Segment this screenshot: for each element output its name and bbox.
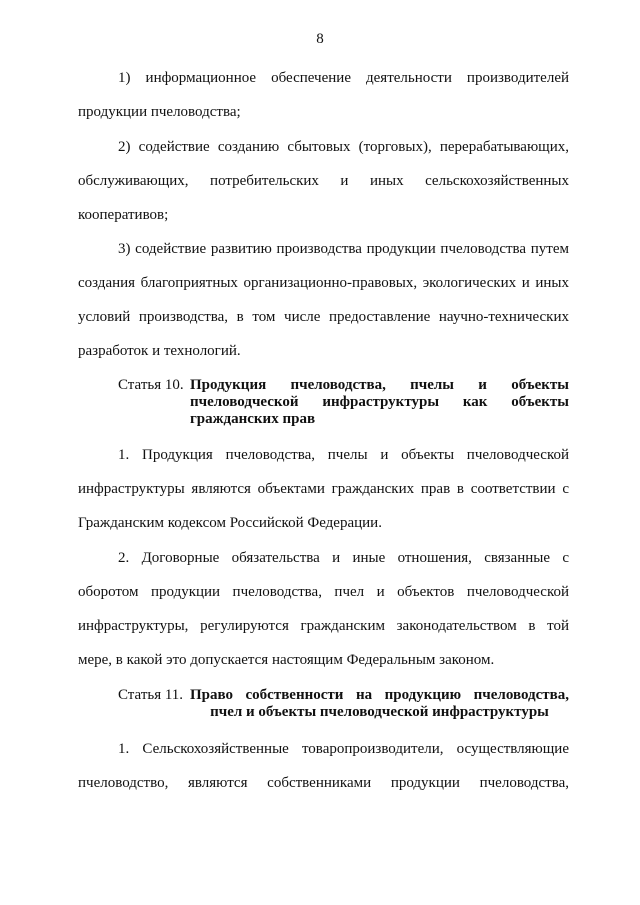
- art11-para-1-line-1: 1. Сельскохозяйственные товаропроизводители, осуществляющие: [118, 741, 569, 757]
- art10-para-1-line-3: Гражданским кодексом Российской Федерации.: [78, 515, 382, 531]
- article-10-number: Статья 10.: [118, 377, 184, 393]
- para-1-line-1: 1) информационное обеспечение деятельности производителей: [118, 70, 569, 86]
- article-10-heading: [118, 377, 569, 429]
- article-11-number: Статья 11.: [118, 687, 184, 703]
- art11-para-1-line-2: пчеловодство, являются собственниками продукции пчеловодства,: [78, 775, 569, 791]
- para-2-line-2: обслуживающих, потребительских и иных сельскохозяйственных: [78, 173, 569, 189]
- article-10-title-line-1: Продукция пчеловодства, пчелы и объекты: [190, 377, 569, 393]
- article-10-title-line-3: гражданских прав: [190, 411, 316, 427]
- para-2-line-1: 2) содействие созданию сбытовых (торговых), перерабатывающих,: [118, 139, 569, 155]
- art10-para-2-line-4: мере, в какой это допускается настоящим Федеральным законом.: [78, 652, 495, 668]
- para-1-line-2: продукции пчеловодства;: [78, 104, 241, 120]
- art10-para-2-line-3: инфраструктуры, регулируются гражданским законодательством в той: [78, 618, 569, 634]
- para-2-line-3: кооперативов;: [78, 207, 169, 223]
- art10-para-2-line-2: оборотом продукции пчеловодства, пчел и объектов пчеловодческой: [78, 584, 569, 600]
- page-number: 8: [316, 31, 324, 47]
- article-11-title-line-1: Право собственности на продукцию пчеловодства,: [190, 687, 569, 703]
- article-11-heading: [118, 687, 569, 723]
- para-3-line-4: разработок и технологий.: [78, 343, 241, 359]
- para-3-line-1: 3) содействие развитию производства продукции пчеловодства путем: [118, 241, 569, 257]
- art10-para-2-line-1: 2. Договорные обязательства и иные отношения, связанные с: [118, 550, 569, 566]
- article-11-title-line-2: пчел и объекты пчеловодческой инфраструктуры: [210, 704, 549, 720]
- article-10-title-line-2: пчеловодческой инфраструктуры как объекты: [190, 394, 569, 410]
- para-3-line-2: создания благоприятных организационно-правовых, экологических и иных: [78, 275, 569, 291]
- para-3-line-3: условий производства, в том числе предоставление научно-технических: [78, 309, 569, 325]
- art10-para-1-line-2: инфраструктуры являются объектами гражданских прав в соответствии с: [78, 481, 569, 497]
- art10-para-1-line-1: 1. Продукция пчеловодства, пчелы и объекты пчеловодческой: [118, 447, 569, 463]
